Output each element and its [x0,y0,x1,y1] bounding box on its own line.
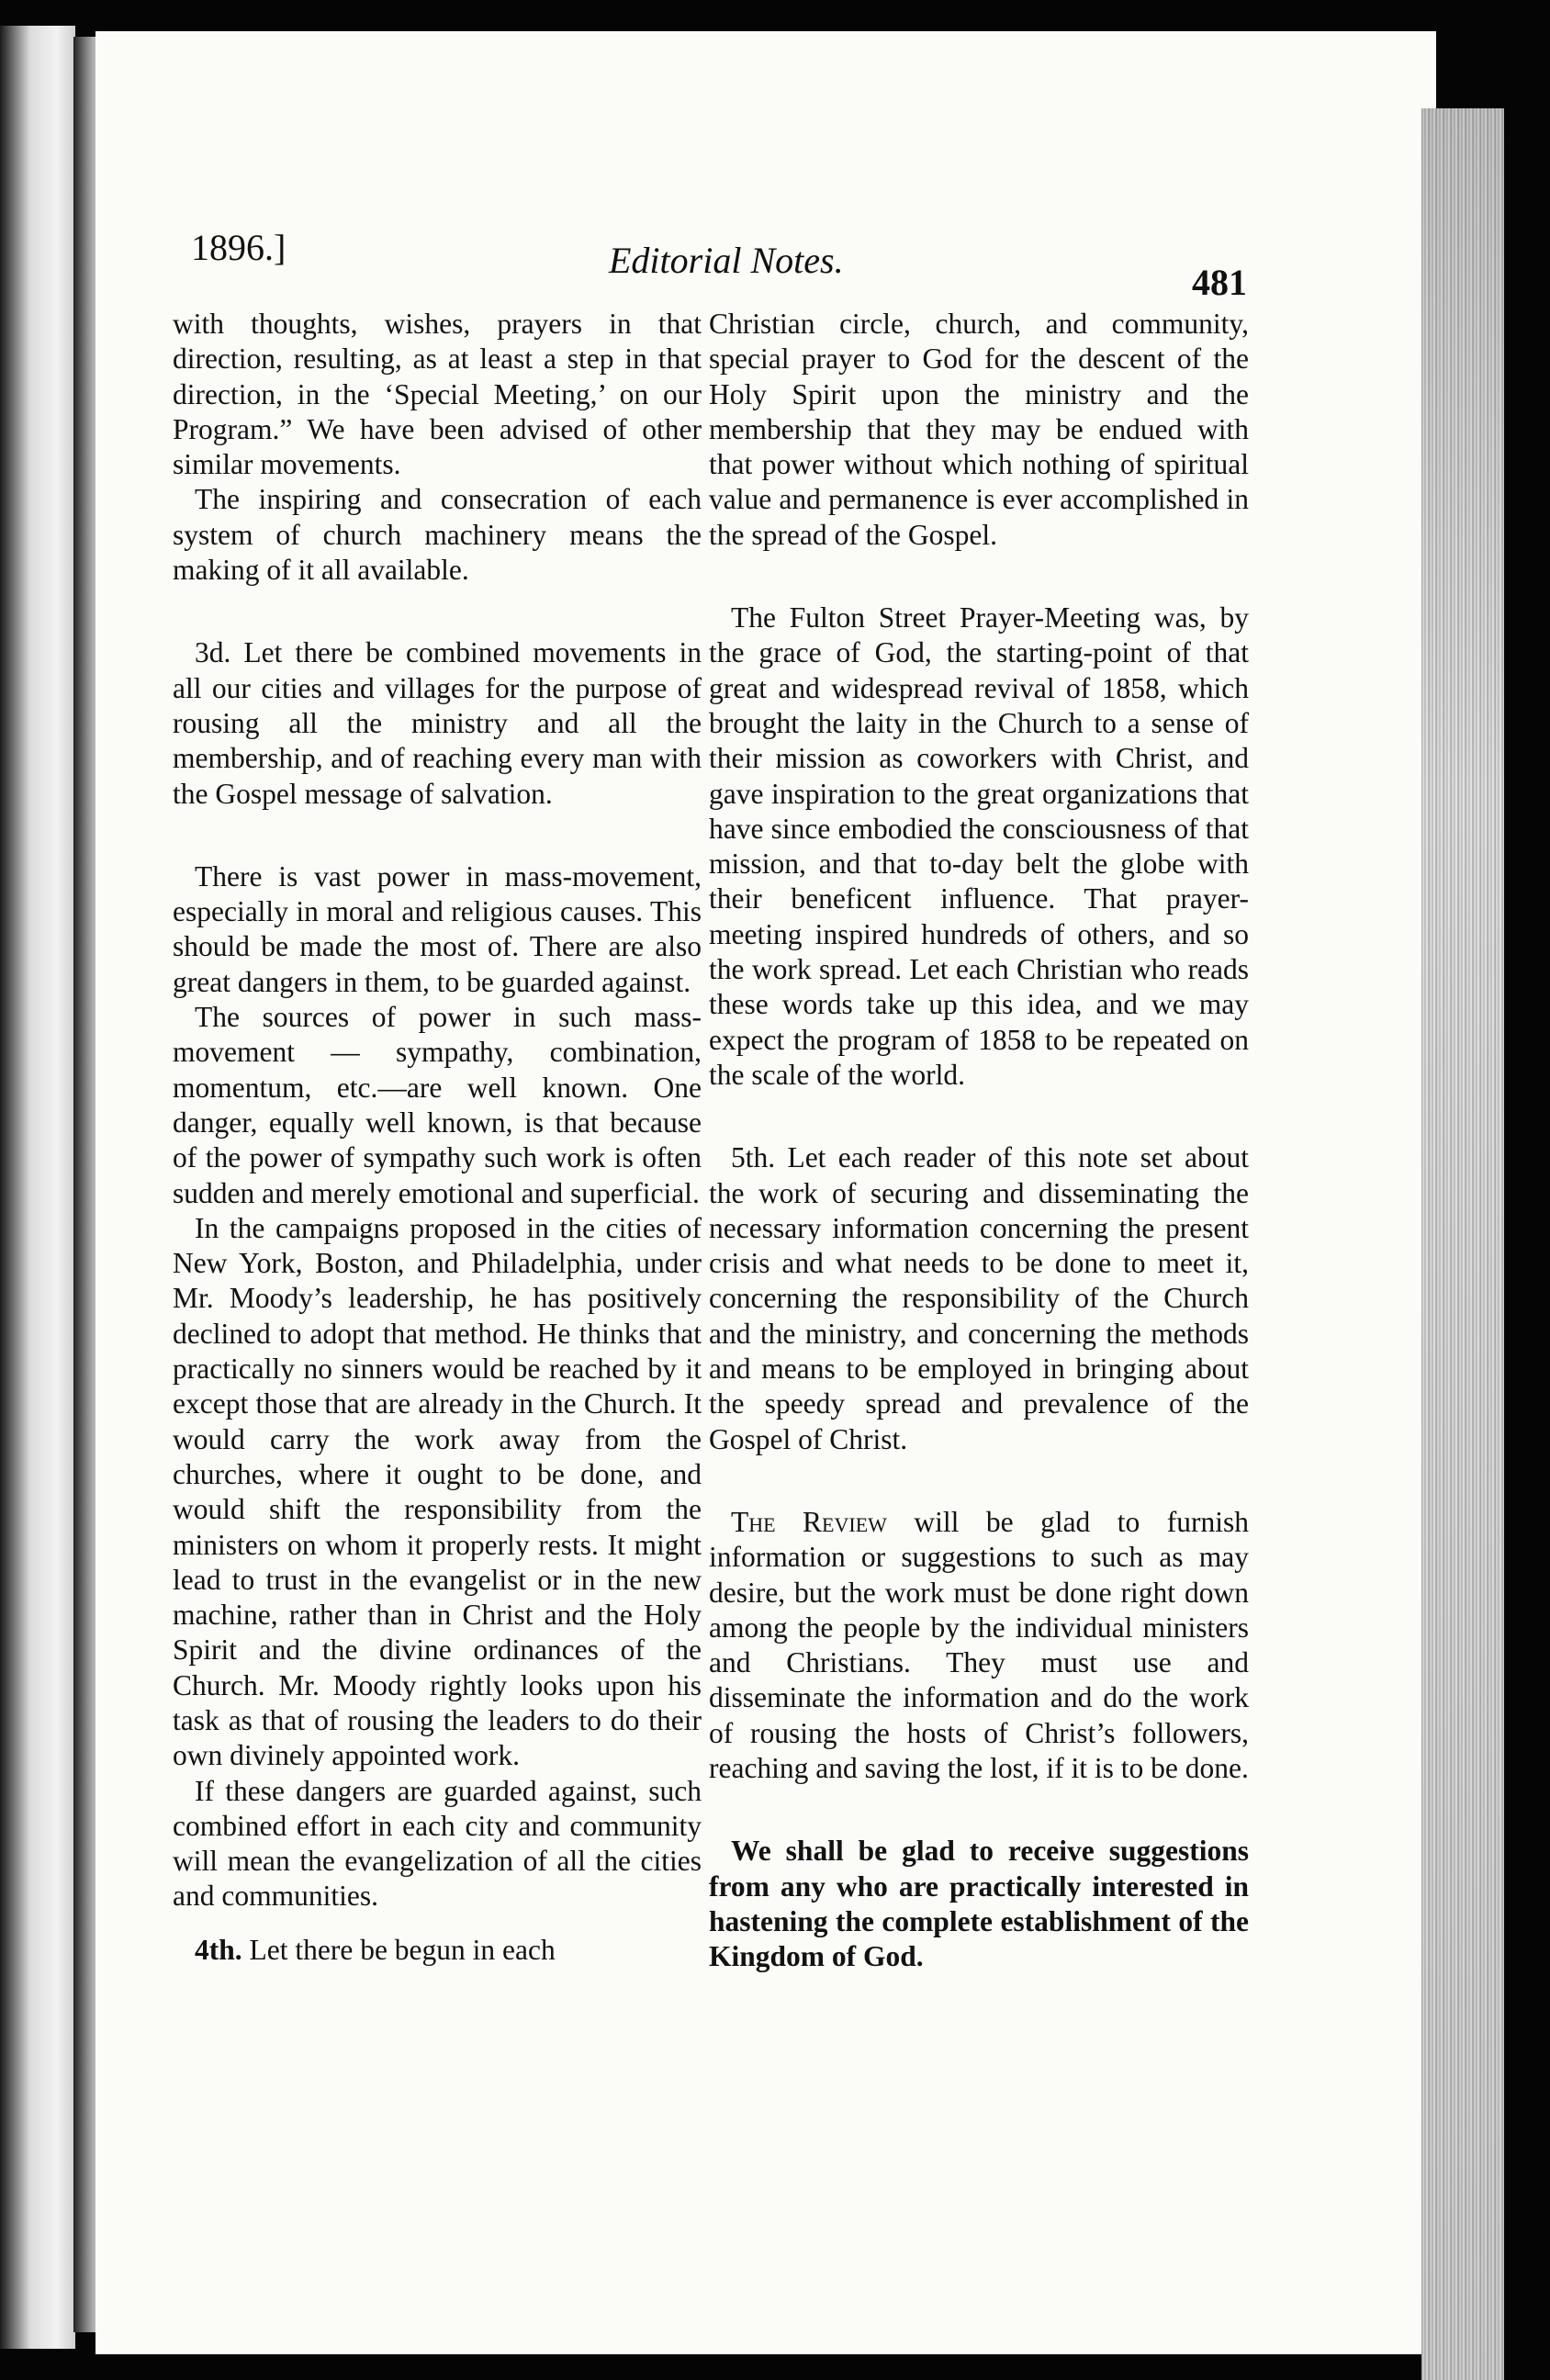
paragraph [709,1505,1249,1786]
paragraph-text: Let there be begun in each [241,1933,556,1966]
paragraph: In the campaigns proposed in the cities of New York, Boston, and Philadelphia, under Mr. Moody’s leadership, he has positively declined to adopt that method. He thinks that practically no sinners would be reached by it except those that are already in the Church. It would carry the work away from the churches, where it ought to be done, and would shift the responsibility from the ministers on whom it properly rests. It might lead to trust in the evangelist or in the new machine, rather than in Christ and the Holy Spirit and the divine ordinances of the Church. Mr. Moody rightly looks upon his task as that of rousing the leaders to do their own divinely appointed work. [173,1211,702,1772]
section-lead: 4th. [195,1933,242,1966]
paragraph: The inspiring and consecration of each system of church machinery means the making of it all available. [173,483,702,587]
paragraph: with thoughts, wishes, prayers in that direction, resulting, as at least a step in that direction, in the ‘Special Meeting,’ on our Program.” We have been advised of other similar movements. [173,308,702,481]
page-number: 481 [1192,262,1247,303]
running-header [191,219,1256,303]
paragraph: There is vast power in mass-movement, especially in moral and religious causes. This should be made the most of. There are also great dangers in them, to be guarded against. [173,859,702,998]
paragraph: Christian circle, church, and community, special prayer to God for the descent of the Holy Spirit upon the ministry and the membership that they may be endued with that power without which nothing of spiritual value and permanence is ever accomplished in the spread of the Gospel. [709,308,1249,551]
paragraph: 3d. Let there be combined movements in all our cities and villages for the purpose of rousing all the ministry and all the membership, and of reaching every man with the Gospel message of salvation. [173,636,702,810]
header-title: Editorial Notes. [609,240,844,281]
right-column [709,307,1249,1974]
paragraph: The sources of power in such mass-movement — sympathy, combination, momentum, etc.—are well known. One danger, equally well known, is that because of the power of sympathy such work is often sudden and merely emotional and superficial. [173,1001,702,1209]
paragraph: The Fulton Street Prayer-Meeting was, by the grace of God, the starting-point of that great and widespread revival of 1858, which brought the laity in the Church to a sense of their mission as coworkers with Christ, and gave inspiration to the great organizations that have since embodied the consciousness of that mission, and that to-day belt the globe with their beneficent influence. That prayer-meeting inspired hundreds of others, and so the work spread. Let each Christian who reads these words take up this idea, and we may expect the program of 1858 to be repeated on the scale of the world. [709,601,1249,1091]
facing-page-edge [0,26,75,2349]
left-column [173,307,702,1968]
journal-name: The Review [731,1505,887,1538]
paragraph [173,1933,702,1968]
paragraph-text: will be glad to furnish information or suggestions to such as may desire, but the work must be done right down among the people by the individual ministers and Christians. They must use and disseminate the information and do the work of rousing the hosts of Christ’s followers, reaching and saving the lost, if it is to be done. [709,1505,1250,1784]
paragraph: 5th. Let each reader of this note set about the work of securing and disseminating the necessary information concerning the present crisis and what needs to be done to meet it, concerning the responsibility of the Church and the ministry, and concerning the methods and means to be employed in bringing about the speedy spread and prevalence of the Gospel of Christ. [709,1141,1249,1455]
page-block-shade [1421,108,1504,2380]
header-year: 1896.] [191,227,286,268]
paragraph: If these dangers are guarded against, such combined effort in each city and community will mean the evangelization of all the cities and communities. [173,1774,702,1913]
paragraph: We shall be glad to receive suggestions from any who are practically interested in hastening the complete establishment of the Kingdom of God. [709,1835,1249,1973]
